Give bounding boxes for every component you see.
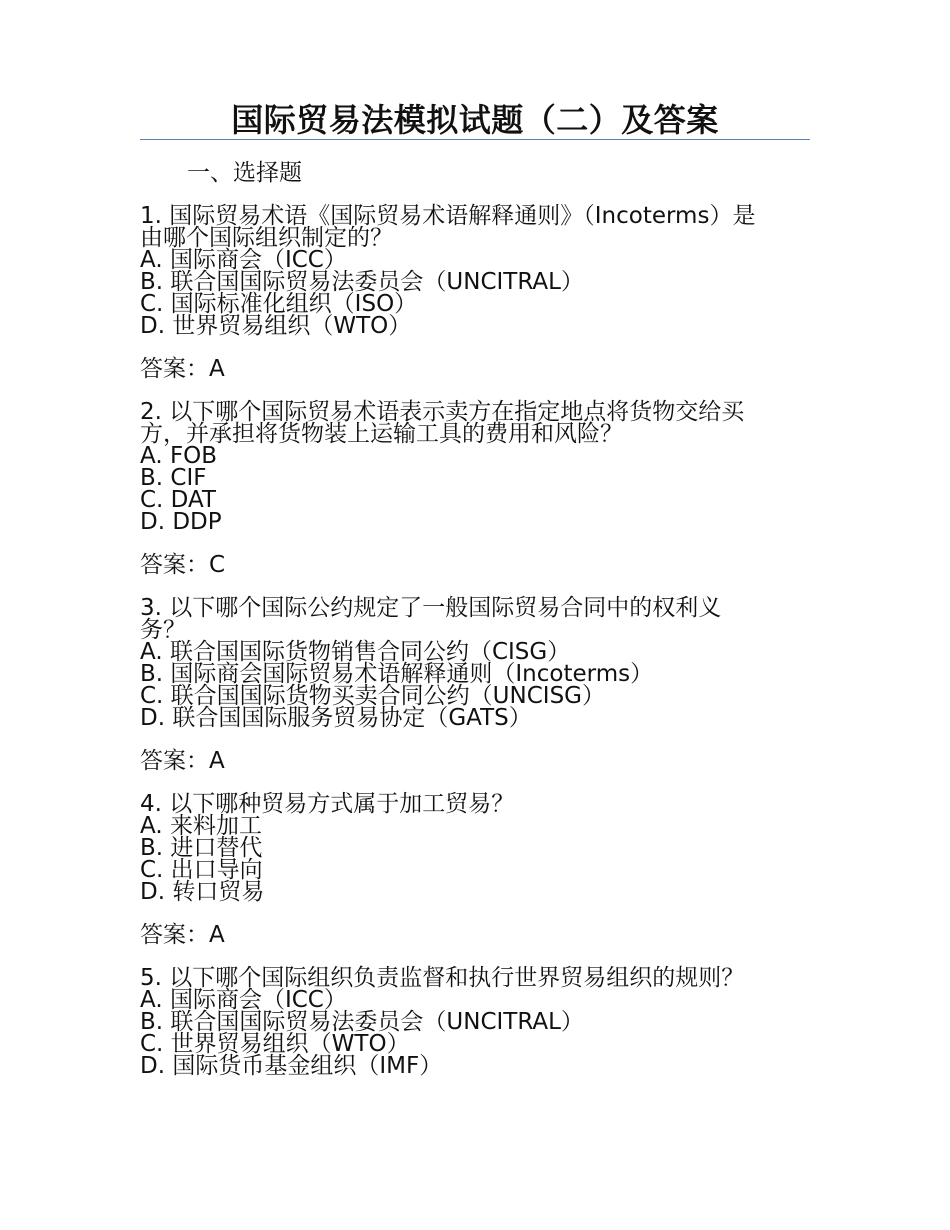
option-a: A. 国际商会（ICC） bbox=[140, 247, 347, 273]
option-a: A. 联合国国际货物销售合同公约（CISG） bbox=[140, 639, 571, 665]
option-c: C. 世界贸易组织（WTO） bbox=[140, 1031, 410, 1057]
option-a: A. 来料加工 bbox=[140, 813, 262, 839]
option-d: D. DDP bbox=[140, 509, 222, 535]
option-d: D. 转口贸易 bbox=[140, 879, 265, 905]
document-title: 国际贸易法模拟试题（二）及答案 bbox=[231, 101, 719, 139]
option-c: C. 国际标准化组织（ISO） bbox=[140, 291, 418, 317]
answer-line: 答案：C bbox=[140, 552, 226, 578]
question-stem-line: 4. 以下哪种贸易方式属于加工贸易？ bbox=[140, 791, 515, 817]
option-c: C. 联合国国际货物买卖合同公约（UNCISG） bbox=[140, 683, 605, 709]
question-stem-line: 3. 以下哪个国际公约规定了一般国际贸易合同中的权利义 bbox=[140, 595, 722, 621]
option-d: D. 国际货币基金组织（IMF） bbox=[140, 1053, 443, 1079]
option-d: D. 世界贸易组织（WTO） bbox=[140, 313, 412, 339]
question-stem-line: 方，并承担将货物装上运输工具的费用和风险？ bbox=[140, 421, 623, 447]
title-underline bbox=[140, 139, 810, 140]
option-b: B. 联合国国际贸易法委员会（UNCITRAL） bbox=[140, 269, 584, 295]
question-block bbox=[140, 205, 755, 337]
option-a: A. FOB bbox=[140, 443, 218, 469]
question-block bbox=[140, 597, 721, 729]
answer-line: 答案：A bbox=[140, 748, 225, 774]
question-block bbox=[140, 401, 744, 533]
option-c: C. DAT bbox=[140, 487, 216, 513]
answer-line: 答案：A bbox=[140, 356, 225, 382]
question-stem-line: 5. 以下哪个国际组织负责监督和执行世界贸易组织的规则？ bbox=[140, 965, 745, 991]
answer-line: 答案：A bbox=[140, 922, 225, 948]
option-b: B. 国际商会国际贸易术语解释通则（Incoterms） bbox=[140, 661, 654, 687]
question-block bbox=[140, 967, 744, 1077]
option-c: C. 出口导向 bbox=[140, 857, 263, 883]
option-a: A. 国际商会（ICC） bbox=[140, 987, 347, 1013]
option-b: B. 进口替代 bbox=[140, 835, 263, 861]
question-stem-line: 2. 以下哪个国际贸易术语表示卖方在指定地点将货物交给买 bbox=[140, 399, 745, 425]
section-heading: 一、选择题 bbox=[187, 160, 302, 186]
question-stem-line: 务？ bbox=[140, 617, 186, 643]
option-b: B. 联合国国际贸易法委员会（UNCITRAL） bbox=[140, 1009, 584, 1035]
option-b: B. CIF bbox=[140, 465, 207, 491]
option-d: D. 联合国国际服务贸易协定（GATS） bbox=[140, 705, 532, 731]
question-block bbox=[140, 793, 514, 903]
question-stem-line: 1. 国际贸易术语《国际贸易术语解释通则》（Incoterms）是 bbox=[140, 203, 756, 229]
question-stem-line: 由哪个国际组织制定的？ bbox=[140, 225, 393, 251]
